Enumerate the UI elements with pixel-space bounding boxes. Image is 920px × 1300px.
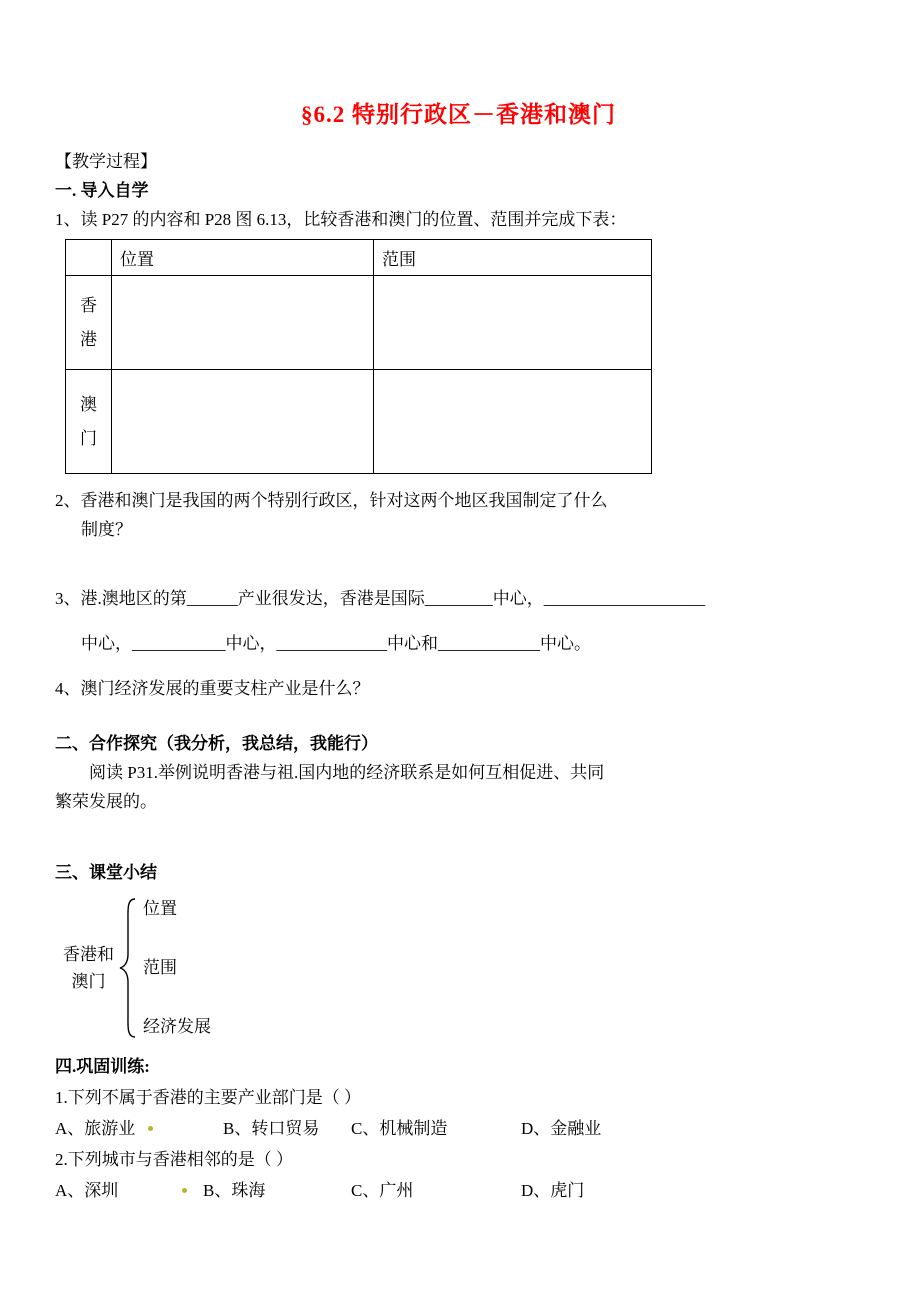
section4-heading: 四.巩固训练: bbox=[55, 1057, 150, 1076]
table-header-range: 范围 bbox=[374, 240, 652, 276]
diagram-branches bbox=[143, 897, 211, 1039]
question-2-line2: 制度？ bbox=[81, 520, 132, 539]
option-q2-b: B、珠海 bbox=[203, 1181, 266, 1200]
table-header-position: 位置 bbox=[112, 240, 374, 276]
option-q1-d: D、金融业 bbox=[521, 1119, 602, 1138]
diagram-subject bbox=[63, 941, 114, 995]
option-q2-d: D、虎门 bbox=[521, 1181, 585, 1200]
option-q2-a: A、深圳 bbox=[55, 1181, 119, 1200]
hongkong-row-label: 香港 bbox=[66, 276, 112, 370]
option-q1-c: C、机械制造 bbox=[351, 1119, 448, 1138]
training-section bbox=[55, 1051, 862, 1206]
training-question-2: 2.下列城市与香港相邻的是（ ） bbox=[55, 1150, 293, 1169]
option-q2-c: C、广州 bbox=[351, 1181, 414, 1200]
page-title: §6.2 特别行政区－香港和澳门 bbox=[301, 102, 616, 127]
hongkong-range-cell bbox=[374, 276, 652, 370]
section2-body-line1: 阅读 P31.举例说明香港与祖.国内地的经济联系是如何互相促进、共同 bbox=[89, 763, 605, 782]
diagram-subject-line1: 香港和 bbox=[63, 945, 114, 964]
teaching-process-label: 【教学过程】 bbox=[55, 152, 157, 171]
table-header-row bbox=[66, 240, 652, 276]
option-q1-a: A、旅游业 bbox=[55, 1119, 136, 1138]
diagram-item-range: 范围 bbox=[143, 958, 177, 977]
section2-heading-row bbox=[55, 729, 862, 758]
training-q1-options bbox=[55, 1113, 862, 1144]
diagram-subject-line2: 澳门 bbox=[71, 972, 106, 991]
question-1: 1、读 P27 的内容和 P28 图 6.13，比较香港和澳门的位置、范围并完成下表： bbox=[55, 210, 627, 229]
training-question-1: 1.下列不属于香港的主要产业部门是（ ） bbox=[55, 1088, 361, 1107]
section1-heading: 一. 导入自学 bbox=[55, 181, 149, 200]
section2-body-line2: 繁荣发展的。 bbox=[55, 792, 157, 811]
highlight-dot bbox=[148, 1126, 153, 1131]
section2-heading-note: （我分析，我总结，我能行） bbox=[157, 734, 378, 753]
diagram-item-economy: 经济发展 bbox=[143, 1017, 211, 1036]
section3-heading: 三、课堂小结 bbox=[55, 863, 157, 882]
summary-diagram bbox=[63, 895, 862, 1041]
diagram-item-position: 位置 bbox=[143, 899, 177, 918]
option-q1-b: B、转口贸易 bbox=[223, 1119, 320, 1138]
table-row-hongkong bbox=[66, 276, 652, 370]
question-3 bbox=[55, 576, 862, 666]
macau-range-cell bbox=[374, 370, 652, 474]
question-3-line1: 3、港.澳地区的第______产业很发达，香港是国际________中心，___________________ bbox=[55, 589, 706, 608]
question-4: 4、澳门经济发展的重要支柱产业是什么？ bbox=[55, 679, 370, 698]
training-q2-options bbox=[55, 1175, 862, 1206]
highlight-dot bbox=[182, 1188, 187, 1193]
question-2-line1: 2、香港和澳门是我国的两个特别行政区，针对这两个地区我国制定了什么 bbox=[55, 491, 608, 510]
hongkong-position-cell bbox=[112, 276, 374, 370]
section2-heading: 二、合作探究 bbox=[55, 734, 157, 753]
table-row-macau bbox=[66, 370, 652, 474]
question-3-line2: 中心，___________中心，_____________中心和____________中心。 bbox=[81, 634, 591, 653]
table-corner-cell bbox=[66, 240, 112, 276]
brace-icon bbox=[117, 895, 139, 1041]
comparison-table bbox=[65, 239, 652, 474]
macau-row-label: 澳门 bbox=[66, 370, 112, 474]
macau-position-cell bbox=[112, 370, 374, 474]
